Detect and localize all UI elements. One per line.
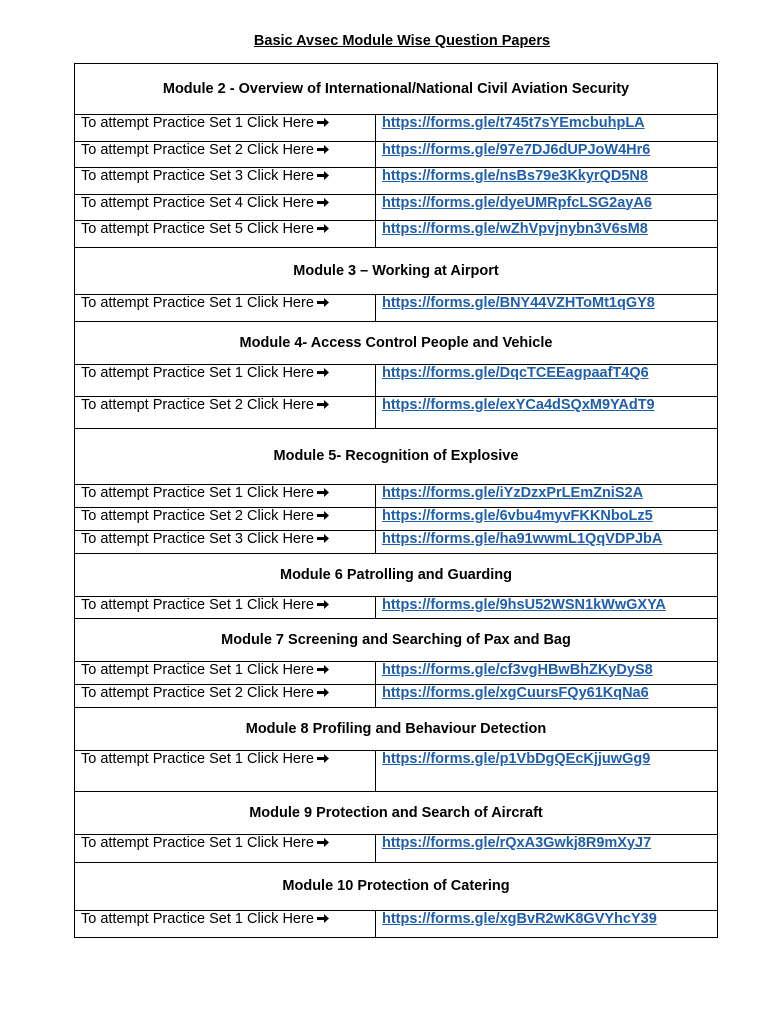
- link-cell: [376, 597, 717, 618]
- arrow-right-icon: [316, 599, 330, 610]
- practice-set-cell: [75, 142, 376, 168]
- arrow-right-icon: [316, 223, 330, 234]
- practice-set-label: To attempt Practice Set 2 Click Here: [81, 507, 314, 524]
- practice-set-cell: [75, 221, 376, 247]
- practice-set-label: To attempt Practice Set 1 Click Here: [81, 364, 314, 381]
- arrow-right-icon: [316, 687, 330, 698]
- link-cell: [376, 221, 717, 247]
- practice-set-label: To attempt Practice Set 1 Click Here: [81, 834, 314, 851]
- module-section: [75, 708, 717, 792]
- practice-set-cell: [75, 508, 376, 530]
- link-cell: [376, 508, 717, 530]
- module-section: [75, 554, 717, 619]
- practice-set-row: [75, 142, 717, 169]
- practice-set-cell: [75, 597, 376, 618]
- practice-set-cell: [75, 485, 376, 507]
- practice-set-row: [75, 911, 717, 938]
- module-section: [75, 792, 717, 863]
- practice-set-label: To attempt Practice Set 2 Click Here: [81, 141, 314, 158]
- module-section: [75, 619, 717, 708]
- arrow-right-icon: [316, 510, 330, 521]
- link-cell: [376, 397, 717, 428]
- link-cell: [376, 295, 717, 321]
- practice-set-link[interactable]: https://forms.gle/wZhVpvjnybn3V6sM8: [382, 221, 648, 237]
- link-cell: [376, 531, 717, 553]
- practice-set-link[interactable]: https://forms.gle/BNY44VZHToMt1qGY8: [382, 294, 655, 311]
- arrow-right-icon: [316, 297, 330, 308]
- link-cell: [376, 115, 717, 141]
- practice-set-cell: [75, 911, 376, 937]
- practice-set-cell: [75, 835, 376, 862]
- practice-set-cell: [75, 751, 376, 791]
- module-heading: Module 5- Recognition of Explosive: [75, 429, 717, 485]
- module-section: [75, 322, 717, 429]
- link-cell: [376, 662, 717, 684]
- link-cell: [376, 142, 717, 168]
- module-heading: Module 10 Protection of Catering: [75, 863, 717, 911]
- module-heading: Module 6 Patrolling and Guarding: [75, 554, 717, 597]
- practice-set-link[interactable]: https://forms.gle/6vbu4myvFKKNboLz5: [382, 507, 653, 524]
- practice-set-cell: [75, 365, 376, 396]
- arrow-right-icon: [316, 170, 330, 181]
- practice-set-row: [75, 531, 717, 554]
- link-cell: [376, 751, 717, 791]
- module-heading: Module 9 Protection and Search of Aircraft: [75, 792, 717, 835]
- practice-set-link[interactable]: https://forms.gle/exYCa4dSQxM9YAdT9: [382, 396, 655, 413]
- link-cell: [376, 911, 717, 937]
- practice-set-label: To attempt Practice Set 1 Click Here: [81, 661, 314, 678]
- practice-set-cell: [75, 685, 376, 707]
- practice-set-cell: [75, 397, 376, 428]
- module-section: [75, 248, 717, 322]
- practice-set-cell: [75, 168, 376, 194]
- module-section: [75, 64, 717, 248]
- practice-set-row: [75, 221, 717, 248]
- practice-set-row: [75, 485, 717, 508]
- practice-set-row: [75, 835, 717, 863]
- practice-set-row: [75, 662, 717, 685]
- arrow-right-icon: [316, 837, 330, 848]
- practice-set-label: To attempt Practice Set 1 Click Here: [81, 596, 314, 613]
- practice-set-label: To attempt Practice Set 1 Click Here: [81, 484, 314, 501]
- practice-set-label: To attempt Practice Set 1 Click Here: [81, 115, 314, 131]
- practice-set-link[interactable]: https://forms.gle/ha91wwmL1QqVDPJbA: [382, 530, 663, 547]
- practice-set-row: [75, 365, 717, 397]
- practice-set-link[interactable]: https://forms.gle/nsBs79e3KkyrQD5N8: [382, 168, 648, 184]
- practice-set-label: To attempt Practice Set 2 Click Here: [81, 684, 314, 701]
- module-heading: Module 3 – Working at Airport: [75, 248, 717, 295]
- link-cell: [376, 195, 717, 221]
- module-heading: Module 7 Screening and Searching of Pax and Bag: [75, 619, 717, 662]
- document-title: Basic Avsec Module Wise Question Papers: [253, 33, 551, 49]
- practice-set-label: To attempt Practice Set 1 Click Here: [81, 750, 314, 767]
- module-heading: Module 4- Access Control People and Vehicle: [75, 322, 717, 365]
- module-heading: Module 2 - Overview of International/National Civil Aviation Security: [75, 64, 717, 115]
- link-cell: [376, 685, 717, 707]
- practice-set-link[interactable]: https://forms.gle/p1VbDgQEcKjjuwGg9: [382, 750, 651, 767]
- practice-set-label: To attempt Practice Set 2 Click Here: [81, 396, 314, 413]
- practice-set-link[interactable]: https://forms.gle/iYzDzxPrLEmZniS2A: [382, 484, 644, 501]
- practice-set-row: [75, 508, 717, 531]
- practice-set-link[interactable]: https://forms.gle/xgBvR2wK8GVYhcY39: [382, 910, 657, 927]
- practice-set-label: To attempt Practice Set 1 Click Here: [81, 294, 314, 311]
- module-heading: Module 8 Profiling and Behaviour Detection: [75, 708, 717, 751]
- practice-set-row: [75, 168, 717, 195]
- practice-set-row: [75, 751, 717, 792]
- link-cell: [376, 365, 717, 396]
- arrow-right-icon: [316, 533, 330, 544]
- practice-set-row: [75, 115, 717, 142]
- link-cell: [376, 485, 717, 507]
- practice-set-row: [75, 397, 717, 429]
- link-cell: [376, 835, 717, 862]
- modules-table: [74, 63, 718, 938]
- arrow-right-icon: [316, 913, 330, 924]
- practice-set-label: To attempt Practice Set 4 Click Here: [81, 194, 314, 211]
- arrow-right-icon: [316, 144, 330, 155]
- practice-set-link[interactable]: https://forms.gle/t745t7sYEmcbuhpLA: [382, 115, 645, 131]
- practice-set-cell: [75, 195, 376, 221]
- practice-set-row: [75, 195, 717, 222]
- practice-set-cell: [75, 295, 376, 321]
- practice-set-link[interactable]: https://forms.gle/dyeUMRpfcLSG2ayA6: [382, 194, 652, 211]
- practice-set-label: To attempt Practice Set 3 Click Here: [81, 168, 314, 184]
- practice-set-link[interactable]: https://forms.gle/rQxA3Gwkj8R9mXyJ7: [382, 834, 652, 851]
- practice-set-label: To attempt Practice Set 1 Click Here: [81, 910, 314, 927]
- arrow-right-icon: [316, 664, 330, 675]
- practice-set-row: [75, 597, 717, 619]
- practice-set-label: To attempt Practice Set 3 Click Here: [81, 530, 314, 547]
- practice-set-row: [75, 295, 717, 322]
- practice-set-row: [75, 685, 717, 708]
- arrow-right-icon: [316, 487, 330, 498]
- practice-set-link[interactable]: https://forms.gle/DqcTCEEagpaafT4Q6: [382, 364, 649, 381]
- arrow-right-icon: [316, 367, 330, 378]
- practice-set-cell: [75, 115, 376, 141]
- module-section: [75, 863, 717, 938]
- arrow-right-icon: [316, 197, 330, 208]
- arrow-right-icon: [316, 117, 330, 128]
- practice-set-link[interactable]: https://forms.gle/97e7DJ6dUPJoW4Hr6: [382, 141, 651, 158]
- practice-set-link[interactable]: https://forms.gle/9hsU52WSN1kWwGXYA: [382, 596, 666, 613]
- practice-set-link[interactable]: https://forms.gle/cf3vgHBwBhZKyDyS8: [382, 661, 653, 678]
- arrow-right-icon: [316, 753, 330, 764]
- practice-set-cell: [75, 531, 376, 553]
- link-cell: [376, 168, 717, 194]
- arrow-right-icon: [316, 399, 330, 410]
- practice-set-label: To attempt Practice Set 5 Click Here: [81, 221, 314, 237]
- practice-set-cell: [75, 662, 376, 684]
- practice-set-link[interactable]: https://forms.gle/xgCuursFQy61KqNa6: [382, 684, 649, 701]
- module-section: [75, 429, 717, 554]
